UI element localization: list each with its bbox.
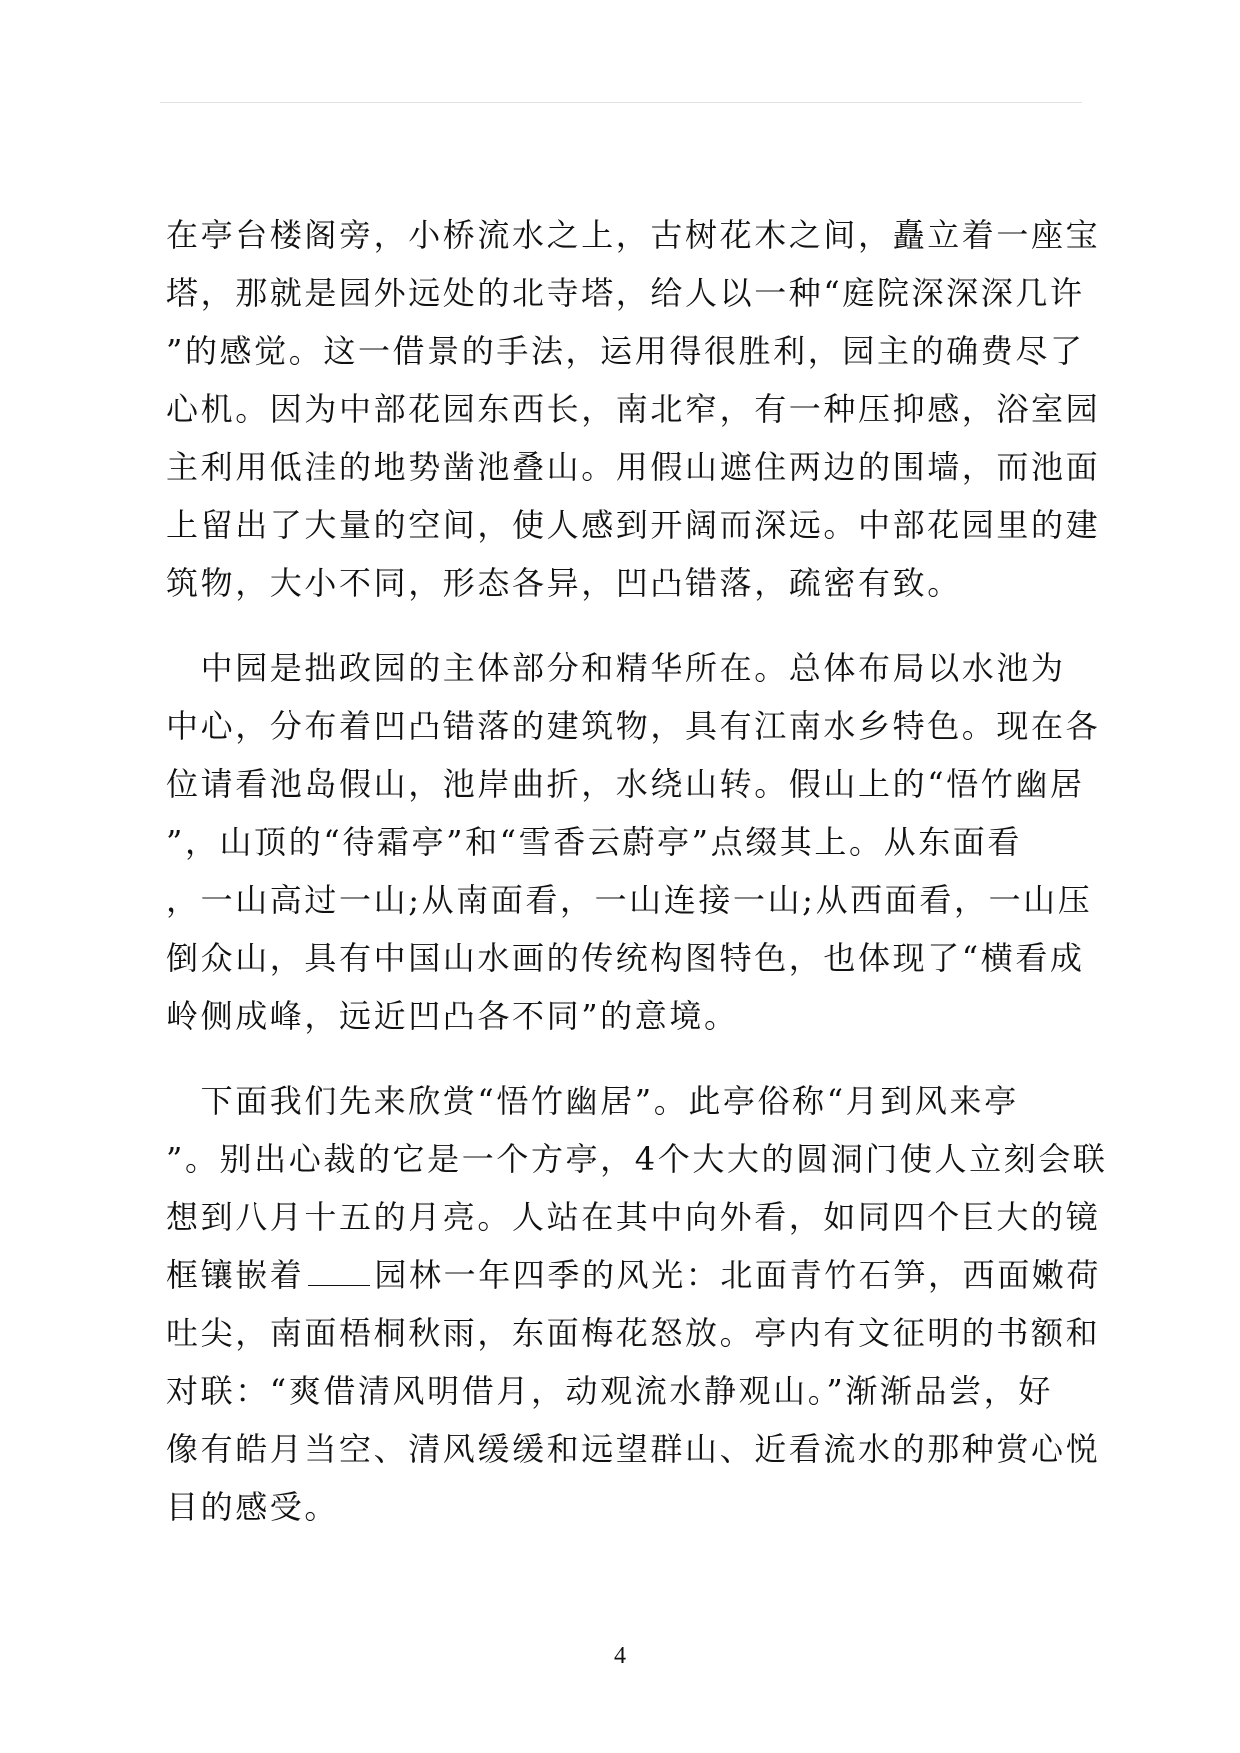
text-line: 上留出了大量的空间，使人感到开阔而深远。中部花园里的建 [166, 506, 1101, 544]
text-line: ”，山顶的“待霜亭”和“雪香云蔚亭”点缀其上。从东面看 [166, 823, 1022, 861]
text-line: 目的感受。 [166, 1488, 340, 1526]
text-line: 塔，那就是园外远处的北寺塔，给人以一种“庭院深深深几许 [166, 274, 1085, 312]
text-line: 吐尖，南面梧桐秋雨，东面梅花怒放。亭内有文征明的书额和 [166, 1314, 1101, 1352]
text-line: ，一山高过一山;从南面看，一山连接一山;从西面看，一山压 [166, 881, 1093, 919]
text-line: 想到八月十五的月亮。人站在其中向外看，如同四个巨大的镜 [166, 1198, 1101, 1236]
text-line: 像有皓月当空、清风缓缓和远望群山、近看流水的那种赏心悦 [166, 1430, 1101, 1468]
paragraph-3 [166, 1072, 1108, 1536]
paragraph-1 [166, 206, 1101, 612]
text-line: 中园是拙政园的主体部分和精华所在。总体布局以水池为 [166, 649, 1066, 687]
document-body [166, 206, 1108, 1536]
fill-in-blank [308, 1249, 370, 1286]
text-line: 岭侧成峰，远近凹凸各不同”的意境。 [166, 997, 739, 1035]
text-line: ”。别出心裁的它是一个方亭，4个大大的圆洞门使人立刻会联 [166, 1140, 1108, 1178]
paragraph-spacer [166, 1045, 1074, 1072]
text-line: 中心，分布着凹凸错落的建筑物，具有江南水乡特色。现在各 [166, 707, 1101, 745]
text-line: 筑物，大小不同，形态各异，凹凸错落，疏密有致。 [166, 564, 962, 602]
text-line: 主利用低洼的地势凿池叠山。用假山遮住两边的围墙，而池面 [166, 448, 1101, 486]
text-segment: 框镶嵌着 [166, 1256, 305, 1294]
page-number: 4 [614, 1643, 626, 1669]
paragraph-spacer [166, 612, 1074, 639]
header-rule [160, 102, 1082, 103]
paragraph-2 [166, 639, 1101, 1045]
text-line: ”的感觉。这一借景的手法，运用得很胜利，园主的确费尽了 [166, 332, 1085, 370]
text-line-with-blank [166, 1246, 1102, 1304]
text-line: 倒众山，具有中国山水画的传统构图特色，也体现了“横看成 [166, 939, 1085, 977]
text-line: 心机。因为中部花园东西长，南北窄，有一种压抑感，浴室园 [166, 390, 1101, 428]
text-line: 在亭台楼阁旁，小桥流水之上，古树花木之间，矗立着一座宝 [166, 216, 1101, 254]
text-line: 位请看池岛假山，池岸曲折，水绕山转。假山上的“悟竹幽居 [166, 765, 1085, 803]
text-line: 对联：“爽借清风明借月，动观流水静观山。”渐渐品尝，好 [166, 1372, 1053, 1410]
text-line: 下面我们先来欣赏“悟竹幽居”。此亭俗称“月到风来亭 [166, 1082, 1019, 1120]
text-segment: 园林一年四季的风光：北面青竹石笋，西面嫩荷 [374, 1256, 1102, 1294]
